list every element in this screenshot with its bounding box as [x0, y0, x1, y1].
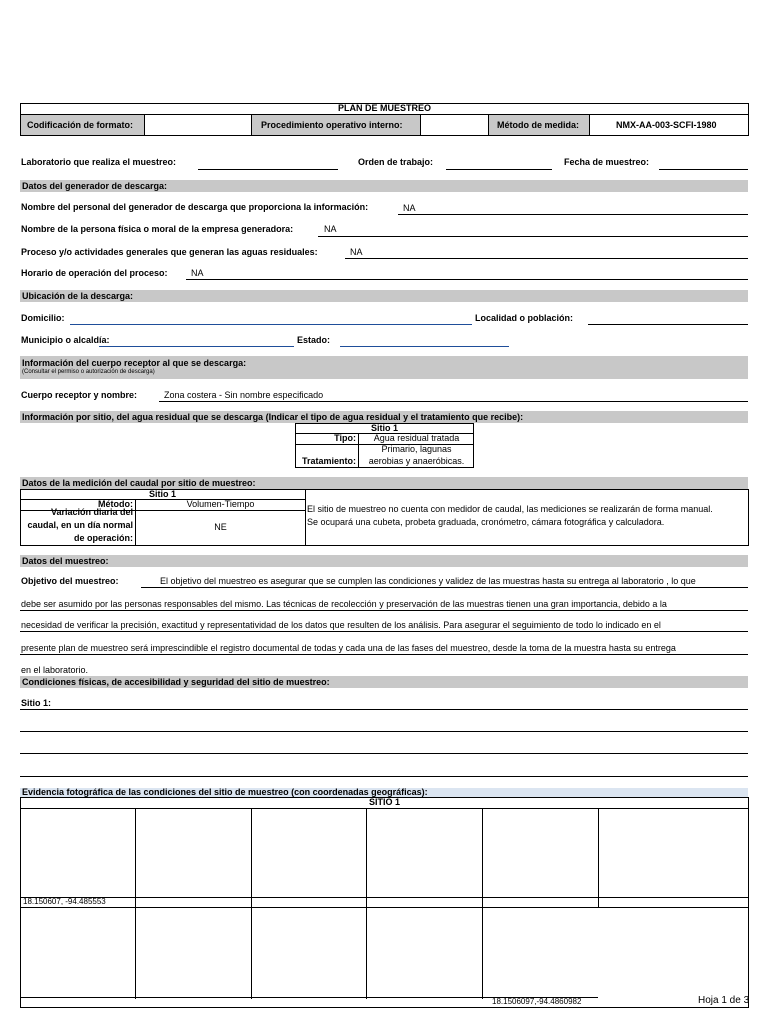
horario-value[interactable]: NA [191, 268, 204, 278]
personal-label: Nombre del personal del generador de descarga que proporciona la información: [21, 202, 369, 212]
variacion-label-3: de operación: [73, 533, 133, 543]
tipo-label: Tipo: [334, 433, 356, 443]
caudal-metodo-label: Método: [98, 499, 133, 509]
fecha-label: Fecha de muestreo: [564, 157, 650, 167]
persona-value[interactable]: NA [324, 224, 337, 234]
proceso-label: Proceso y/o actividades generales que generan las aguas residuales: [21, 247, 318, 257]
tipo-value[interactable]: Agua residual tratada [373, 433, 460, 443]
photo-slot-6 [599, 809, 748, 897]
cuerpo-label: Cuerpo receptor y nombre: [21, 390, 138, 400]
cuerpo-value[interactable]: Zona costera - Sin nombre especificado [164, 390, 324, 400]
municipio-label: Municipio o alcaldía: [21, 335, 110, 345]
laboratorio-label: Laboratorio que realiza el muestreo: [21, 157, 177, 167]
caudal-sitio-header: Sitio 1 [148, 489, 176, 499]
estado-label: Estado: [297, 335, 331, 345]
section-evidencia: Evidencia fotográfica de las condiciones del sitio de muestreo (con coordenadas geográficas): [20, 788, 748, 797]
variacion-label-1: Variación diaria del [50, 507, 133, 517]
objetivo-line-5: en el laboratorio. [21, 665, 89, 675]
personal-value[interactable]: NA [403, 203, 416, 213]
section-ubicacion: Ubicación de la descarga: [20, 290, 748, 302]
photo-slot-3 [252, 809, 366, 897]
coordinates-2: 18.1506097,-94.4860982 [492, 997, 582, 1006]
photo-slot-1 [21, 809, 135, 897]
proceso-value[interactable]: NA [350, 247, 363, 257]
photo-slot-5 [483, 809, 598, 897]
persona-label: Nombre de la persona física o moral de la empresa generadora: [21, 224, 294, 234]
caudal-metodo-value[interactable]: Volumen-Tiempo [186, 499, 255, 509]
municipio-field[interactable] [99, 346, 294, 347]
estado-field[interactable] [340, 346, 509, 347]
horario-label: Horario de operación del proceso: [21, 268, 168, 278]
domicilio-label: Domicilio: [21, 313, 65, 323]
variacion-label-2: caudal, en un día normal [27, 520, 133, 530]
objetivo-line-3: necesidad de verificar la precisión, exactitud y representatividad de los datos que resulten de los análisis. Para asegurar el seguimiento de todo lo indicado en el [21, 620, 661, 630]
page-title: PLAN DE MUESTREO [337, 103, 431, 113]
section-condiciones: Condiciones físicas, de accesibilidad y seguridad del sitio de muestreo: [20, 676, 748, 688]
variacion-value[interactable]: NE [214, 522, 227, 532]
objetivo-line-2: debe ser asumido por las personas responsables del mismo. Las técnicas de recolección y preservación de las muestras tienen una gran importancia, debido a la [21, 599, 667, 609]
tratamiento-label: Tratamiento: [301, 456, 356, 466]
orden-label: Orden de trabajo: [358, 157, 434, 167]
caudal-note-1: El sitio de muestreo no cuenta con medidor de caudal, las mediciones se realizarán de forma manual. [307, 504, 713, 514]
laboratorio-field[interactable] [198, 169, 338, 170]
codificacion-label: Codificación de formato: [27, 120, 134, 130]
page-number: Hoja 1 de 3 [698, 995, 750, 1006]
procedimiento-label: Procedimiento operativo interno: [261, 120, 403, 130]
section-generador: Datos del generador de descarga: [20, 180, 748, 192]
section-muestreo: Datos del muestreo: [20, 555, 748, 567]
localidad-field[interactable] [588, 324, 748, 325]
tratamiento-value-1[interactable]: Primario, lagunas [381, 444, 452, 454]
receptor-note: (Consultar el permiso o autorización de descarga) [22, 369, 155, 375]
localidad-label: Localidad o población: [475, 313, 574, 323]
coordinates-1: 18.150607, -94.485553 [23, 897, 106, 906]
metodo-value: NMX-AA-003-SCFI-1980 [616, 120, 717, 130]
caudal-note-2: Se ocupará una cubeta, probeta graduada, cronómetro, cámara fotográfica y calculadora. [307, 517, 665, 527]
section-sitio-info: Información por sitio, del agua residual que se descarga (Indicar el tipo de agua residual y el tratamiento que recibe): [20, 411, 748, 423]
tratamiento-value-2[interactable]: aerobias y anaeróbicas. [368, 456, 465, 466]
objetivo-label: Objetivo del muestreo: [21, 576, 119, 586]
sitio-info-header: Sitio 1 [370, 423, 398, 433]
orden-field[interactable] [446, 169, 552, 170]
metodo-label: Método de medida: [497, 120, 580, 130]
objetivo-line-4: presente plan de muestreo será imprescindible el registro documental de todas y cada una de las fases del muestreo, desde la toma de la muestra hasta su entrega [21, 643, 676, 653]
domicilio-field[interactable] [70, 324, 472, 325]
evidencia-sitio-header: SITIO 1 [368, 797, 400, 807]
photo-slot-2 [136, 809, 251, 897]
section-caudal: Datos de la medición del caudal por sitio de muestreo: [20, 477, 748, 489]
section-receptor: Información del cuerpo receptor al que se descarga: (Consultar el permiso o autorización de descarga) [20, 356, 748, 379]
condiciones-sitio-label: Sitio 1: [21, 698, 52, 708]
fecha-field[interactable] [659, 169, 748, 170]
objetivo-line-1: El objetivo del muestreo es asegurar que se cumplen las condiciones y validez de las muestras hasta su entrega al laboratorio , lo que [160, 576, 696, 586]
photo-slot-4 [367, 809, 482, 897]
